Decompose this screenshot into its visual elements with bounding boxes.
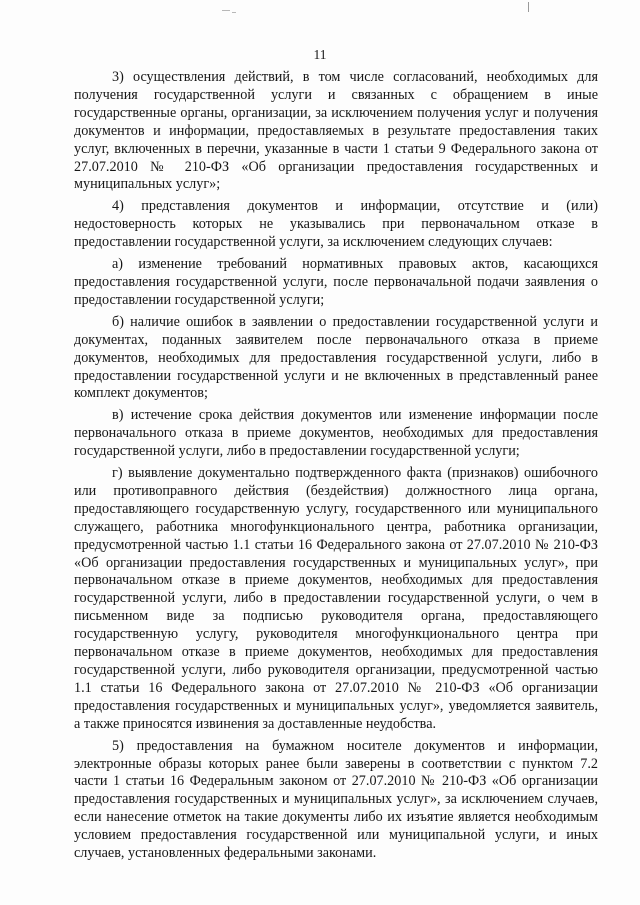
- paragraph-subitem-v: в) истечение срока действия документов или изменение информации после первоначального отказа в приеме документов, необходимых для предоставления государственной услуги, либо в предоставлении государственной услуги;: [74, 407, 598, 460]
- scan-artifact: [528, 2, 529, 12]
- page-number: 11: [313, 47, 327, 62]
- paragraph-subitem-a: а) изменение требований нормативных правовых актов, касающихся предоставления государственной услуги, после первоначальной подачи заявления о предоставлении государственной услуги;: [74, 256, 598, 308]
- paragraph-item-3: 3) осуществления действий, в том числе согласований, необходимых для получения государственной услуги и связанных с обращением в иные государственные органы, организации, за исключением получения услуг и получения документов и информации, предоставляемых в результате предоставления таких услуг, включенных в перечни, указанные в части 1 статьи 9 Федерального закона от 27.07.2010 № 210-ФЗ «Об организации предоставления государственных и муниципальных услуг»;: [74, 69, 598, 193]
- paragraph-item-5: 5) предоставления на бумажном носителе документов и информации, электронные образы которых ранее были заверены в соответствии с пунктом 7.2 части 1 статьи 16 Федеральным законом от 27.07.2010 № 210-ФЗ «Об организации предоставления государственных и муниципальных услуг», за исключением случаев, если нанесение отметок на такие документы либо их изъятие является необходимым условием предоставления государственной или муниципальной услуги, и иных случаев, установленных федеральными законами.: [74, 737, 598, 862]
- scan-artifact: [222, 10, 230, 11]
- document-body: [74, 69, 598, 867]
- paragraph-item-4: 4) представления документов и информации, отсутствие и (или) недостоверность которых не указывались при первоначальном отказе в предоставлении государственной услуги, за исключением следующих случаев:: [74, 198, 598, 251]
- paragraph-subitem-g: г) выявление документально подтвержденного факта (признаков) ошибочного или противоправного действия (бездействия) должностного лица органа, предоставляющего государственную услугу, государственного или муниципального служащего, работника многофункционального центра, работника организации, предусмотренной частью 1.1 статьи 16 Федерального закона от 27.07.2010 № 210-ФЗ «Об организации предоставления государственных и муниципальных услуг», при первоначальном отказе в приеме документов, необходимых для предоставления государственной услуги, либо в предоставлении государственной услуги, о чем в письменном виде за подписью руководителя органа, предоставляющего государственную услугу, руководителя многофункционального центра при первоначальном отказе в приеме документов, необходимых для предоставления государственной услуги, либо руководителя организации, предусмотренной частью 1.1 статьи 16 Федерального закона от 27.07.2010 № 210-ФЗ «Об организации предоставления государственных и муниципальных услуг», уведомляется заявитель, а также приносятся извинения за доставленные неудобства.: [74, 465, 598, 732]
- paragraph-subitem-b: б) наличие ошибок в заявлении о предоставлении государственной услуги и документах, поданных заявителем после первоначального отказа в приеме документов, необходимых для предоставления государственной услуги, либо в предоставлении государственной услуги и не включенных в представленный ранее комплект документов;: [74, 313, 598, 402]
- scan-artifact: [232, 12, 236, 13]
